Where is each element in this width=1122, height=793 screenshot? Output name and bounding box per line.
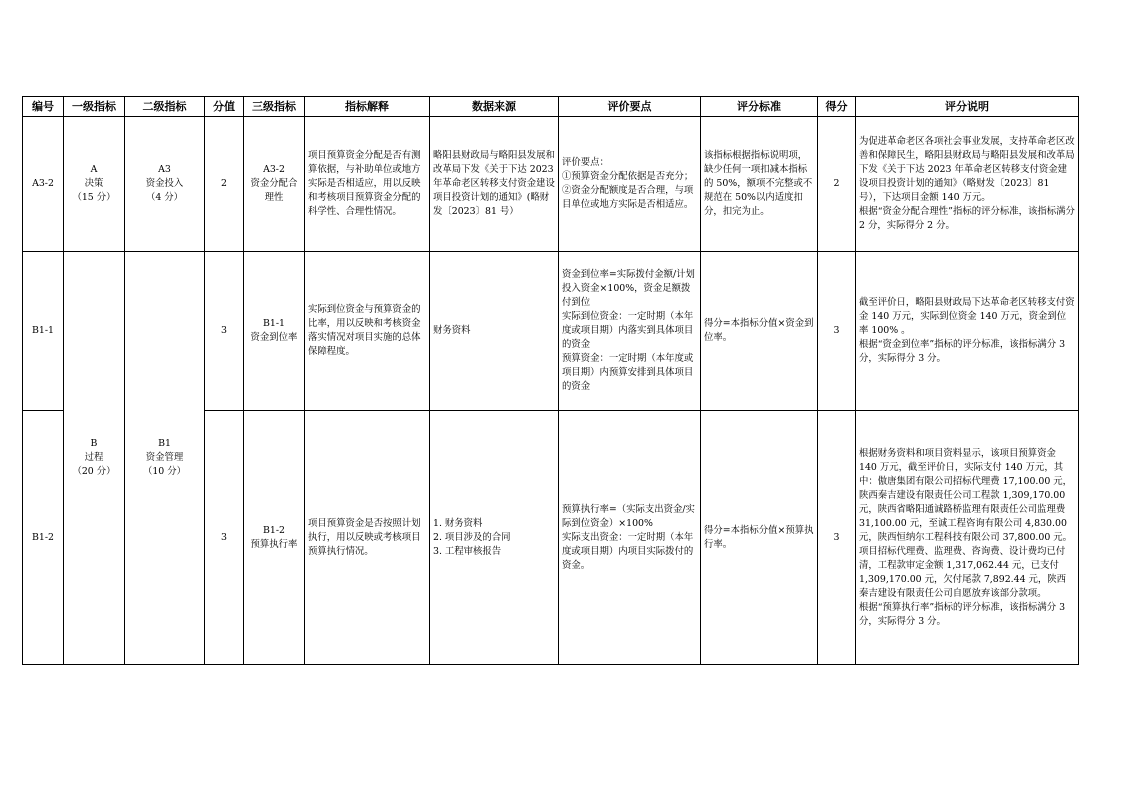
col-header-level1: 一级指标 [64,97,125,117]
cell-description: 为促进革命老区各项社会事业发展，支持革命老区改善和保障民生，略阳县财政局与略阳县发展和改革局下发《关于下达 2023 年革命老区转移支付资金建设项目投资计划的通知》（略财发〔2023〕81 号），下达项目金额 140 万元。 根据“资金分配合理性”指标的评分标准，该指标满分 2 分，实际得分 2 分。 [856,117,1079,252]
col-header-data-source: 数据来源 [430,97,559,117]
cell-level3: B1-2 预算执行率 [244,411,305,665]
evaluation-table [22,96,1079,665]
cell-id: A3-2 [23,117,64,252]
cell-data-source: 财务资料 [430,252,559,411]
cell-score: 3 [818,411,856,665]
cell-id: B1-1 [23,252,64,411]
cell-level1: A 决策 （15 分） [64,117,125,252]
cell-description: 根据财务资料和项目资料显示，该项目预算资金 140 万元，截至评价日，实际支付 140 万元，其中：傲唐集团有限公司招标代理费 17,100.00 元，陕西秦吉建设有限责任公司工程款 1,309,170.00 元，陕西省略阳通诚路桥监理有限责任公司监理费 31,100.00 元，至诚工程咨询有限公司 4,830.00 元，陕西恒纳尔工程科技有限公司 37,800.00 元。 项目招标代理费、监理费、咨询费、设计费均已付清，工程款审定金额 1,317,062.44 元，已支付 1,309,170.00 元，欠付尾款 7,892.44 元，陕西秦吉建设有限责任公司自愿放弃该部分款项。 根据“预算执行率”指标的评分标准，该指标满分 3 分，实际得分 3 分。 [856,411,1079,665]
cell-score: 2 [818,117,856,252]
cell-criteria: 该指标根据指标说明项，缺少任何一项扣减本指标的 50%，额项不完整或不规范在 50%以内适度扣分，扣完为止。 [701,117,818,252]
cell-level3: A3-2 资金分配合理性 [244,117,305,252]
cell-criteria: 得分=本指标分值×资金到位率。 [701,252,818,411]
cell-id: B1-2 [23,411,64,665]
cell-level3: B1-1 资金到位率 [244,252,305,411]
col-header-key-points: 评价要点 [559,97,701,117]
cell-criteria: 得分=本指标分值×预算执行率。 [701,411,818,665]
cell-description: 截至评价日，略阳县财政局下达革命老区转移支付资金 140 万元，实际到位资金 140 万元，资金到位率 100% 。 根据“资金到位率”指标的评分标准，该指标满分 3 分，实际得分 3 分。 [856,252,1079,411]
cell-score-value: 3 [205,411,244,665]
col-header-explanation: 指标解释 [305,97,430,117]
cell-explanation: 项目预算资金是否按照计划执行，用以反映或考核项目预算执行情况。 [305,411,430,665]
cell-level2-merged: B1 资金管理 （10 分） [125,252,205,665]
cell-key-points: 资金到位率=实际拨付金额/计划投入资金×100%，资金足额拨付到位 实际到位资金：一定时期（本年度或项目期）内落实到具体项目的资金 预算资金：一定时期（本年度或项目期）内预算安排到具体项目的资金 [559,252,701,411]
col-header-level2: 二级指标 [125,97,205,117]
col-header-level3: 三级指标 [244,97,305,117]
cell-level2: A3 资金投入 （4 分） [125,117,205,252]
table-row [23,252,1079,411]
table-row [23,117,1079,252]
col-header-id: 编号 [23,97,64,117]
cell-explanation: 实际到位资金与预算资金的比率，用以反映和考核资金落实情况对项目实施的总体保障程度。 [305,252,430,411]
cell-data-source: 1. 财务资料 2. 项目涉及的合同 3. 工程审核报告 [430,411,559,665]
cell-data-source: 略阳县财政局与略阳县发展和改革局下发《关于下达 2023 年革命老区转移支付资金建设项目投资计划的通知》(略财发〔2023〕81 号） [430,117,559,252]
cell-explanation: 项目预算资金分配是否有测算依据，与补助单位或地方实际是否相适应，用以反映和考核项目预算资金分配的科学性、合理性情况。 [305,117,430,252]
cell-level1-merged: B 过程 （20 分） [64,252,125,665]
cell-key-points: 评价要点： ①预算资金分配依据是否充分； ②资金分配额度是否合理，与项目单位或地方实际是否相适应。 [559,117,701,252]
col-header-score-value: 分值 [205,97,244,117]
cell-key-points: 预算执行率=（实际支出资金/实际到位资金）×100% 实际支出资金：一定时期（本年度或项目期）内项目实际拨付的资金。 [559,411,701,665]
header-row [23,97,1079,117]
cell-score-value: 2 [205,117,244,252]
col-header-description: 评分说明 [856,97,1079,117]
col-header-score: 得分 [818,97,856,117]
cell-score: 3 [818,252,856,411]
col-header-criteria: 评分标准 [701,97,818,117]
cell-score-value: 3 [205,252,244,411]
